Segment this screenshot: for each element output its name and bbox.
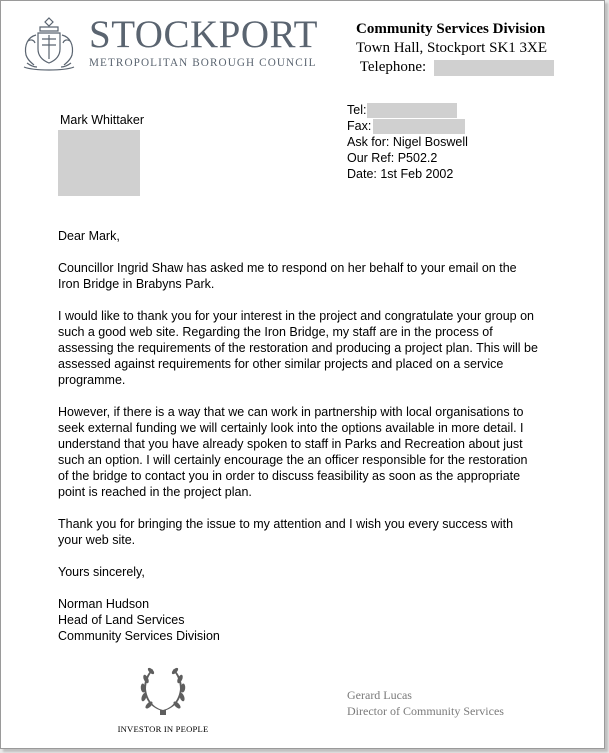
- signatory-title: Head of Land Services: [58, 613, 185, 627]
- tel-redacted: [367, 103, 457, 118]
- telephone-label: Telephone:: [359, 59, 427, 75]
- paragraph-4: Thank you for bringing the issue to my attention and I wish you every success with your web site.: [58, 517, 514, 547]
- division-block: [356, 20, 554, 77]
- investor-in-people: [109, 661, 217, 734]
- council-name: STOCKPORT: [89, 13, 318, 56]
- division-address: Town Hall, Stockport SK1 3XE: [356, 40, 548, 56]
- telephone-redacted: [434, 60, 554, 76]
- recipient-name: Mark Whittaker: [60, 113, 145, 127]
- council-subtitle: METROPOLITAN BOROUGH COUNCIL: [89, 57, 317, 69]
- signatory-division: Community Services Division: [58, 629, 220, 643]
- paragraph-1: Councillor Ingrid Shaw has asked me to respond on her behalf to your email on the Iron Bridge in Brabyns Park.: [58, 261, 517, 291]
- letter-body: [58, 228, 538, 644]
- director-block: [347, 687, 504, 719]
- tel-line: [347, 102, 468, 118]
- our-ref: Our Ref: P502.2: [347, 151, 438, 166]
- investor-label: INVESTOR IN PEOPLE: [117, 724, 209, 734]
- salutation: Dear Mark,: [58, 229, 120, 243]
- reference-block: [347, 102, 468, 182]
- closing: Yours sincerely,: [58, 565, 145, 579]
- director-name: Gerard Lucas: [347, 688, 412, 702]
- paragraph-3: However, if there is a way that we can work in partnership with local organisations to seek external funding we will certainly look into the options available in more detail. I understand that you have already spoken to staff in Parks and Recreation about just such an option. I will certainly encourage the an officer responsible for the restoration of the bridge to contact you in order to discuss feasibility as soon as the appropriate point is reached in the project plan.: [58, 405, 528, 499]
- division-telephone: [356, 58, 554, 77]
- council-crest-icon: [18, 15, 80, 73]
- council-brand: [89, 15, 318, 69]
- laurel-wreath-icon: [137, 661, 189, 717]
- recipient-address-redacted: [58, 130, 140, 196]
- ask-for: Ask for: Nigel Boswell: [347, 135, 468, 150]
- signatory-name: Norman Hudson: [58, 597, 150, 611]
- paragraph-2: I would like to thank you for your interest in the project and congratulate your group on such a good web site. Regarding the Iron Bridge, my staff are in the process of assessing the requirements of the restoration and producing a project plan. This will be assessed against requirements for other similar projects and placed on a service programme.: [58, 309, 538, 387]
- director-title: Director of Community Services: [347, 704, 504, 718]
- fax-redacted: [373, 119, 465, 134]
- letter-date: Date: 1st Feb 2002: [347, 167, 454, 182]
- division-name: Community Services Division: [356, 21, 546, 37]
- fax-line: [347, 118, 468, 134]
- tel-label: Tel:: [347, 103, 367, 117]
- fax-label: Fax:: [347, 119, 372, 134]
